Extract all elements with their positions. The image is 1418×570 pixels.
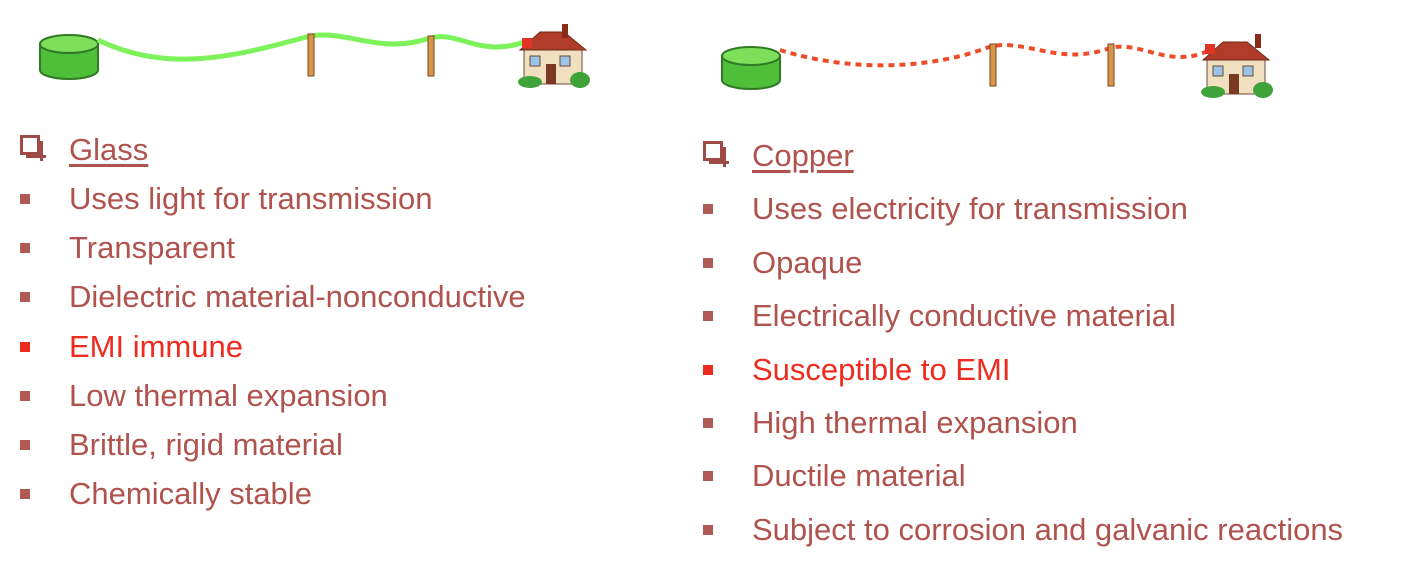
- bullet-icon: [20, 489, 30, 499]
- list-item-text: Uses electricity for transmission: [752, 191, 1188, 226]
- list-item-text: Ductile material: [752, 458, 966, 493]
- bullet-icon: [703, 418, 713, 428]
- bullet-icon: [703, 204, 713, 214]
- pole-icon: [990, 44, 996, 86]
- cable-drum-icon: [40, 35, 98, 79]
- copper-column: [700, 0, 1418, 570]
- checkbox-icon: [20, 135, 40, 155]
- cable-drum-icon: [722, 47, 780, 89]
- glass-heading-label: Glass: [69, 132, 149, 167]
- list-item-text: High thermal expansion: [752, 405, 1078, 440]
- list-item-text: Chemically stable: [69, 476, 312, 511]
- list-item-text: Low thermal expansion: [69, 378, 388, 413]
- bullet-icon: [703, 365, 713, 375]
- bullet-icon: [20, 243, 30, 253]
- glass-column: [0, 0, 700, 570]
- checkbox-icon: [703, 141, 723, 161]
- bullet-icon: [703, 311, 713, 321]
- bullet-icon: [20, 342, 30, 352]
- list-item-text: Electrically conductive material: [752, 298, 1176, 333]
- bullet-icon: [20, 440, 30, 450]
- pole-icon: [1108, 44, 1114, 86]
- fiber-cable-illustration: [0, 0, 700, 110]
- copper-cable-illustration: [700, 0, 1418, 110]
- house-icon: [518, 24, 590, 88]
- list-item-text: Dielectric material-nonconductive: [69, 279, 526, 314]
- pole-icon: [308, 34, 314, 76]
- list-item-text: Susceptible to EMI: [752, 352, 1011, 387]
- bullet-icon: [20, 391, 30, 401]
- bullet-icon: [703, 471, 713, 481]
- bullet-icon: [20, 194, 30, 204]
- pole-icon: [428, 36, 434, 76]
- list-item-text: Transparent: [69, 230, 235, 265]
- list-item-text: Subject to corrosion and galvanic reactions: [752, 512, 1344, 547]
- list-item-text: Brittle, rigid material: [69, 427, 343, 462]
- bullet-icon: [703, 258, 713, 268]
- list-item-text: EMI immune: [69, 329, 243, 364]
- copper-heading-label: Copper: [752, 138, 854, 173]
- house-icon: [1201, 34, 1273, 98]
- bullet-icon: [703, 525, 713, 535]
- list-item-text: Uses light for transmission: [69, 181, 433, 216]
- list-item-text: Opaque: [752, 245, 863, 280]
- bullet-icon: [20, 292, 30, 302]
